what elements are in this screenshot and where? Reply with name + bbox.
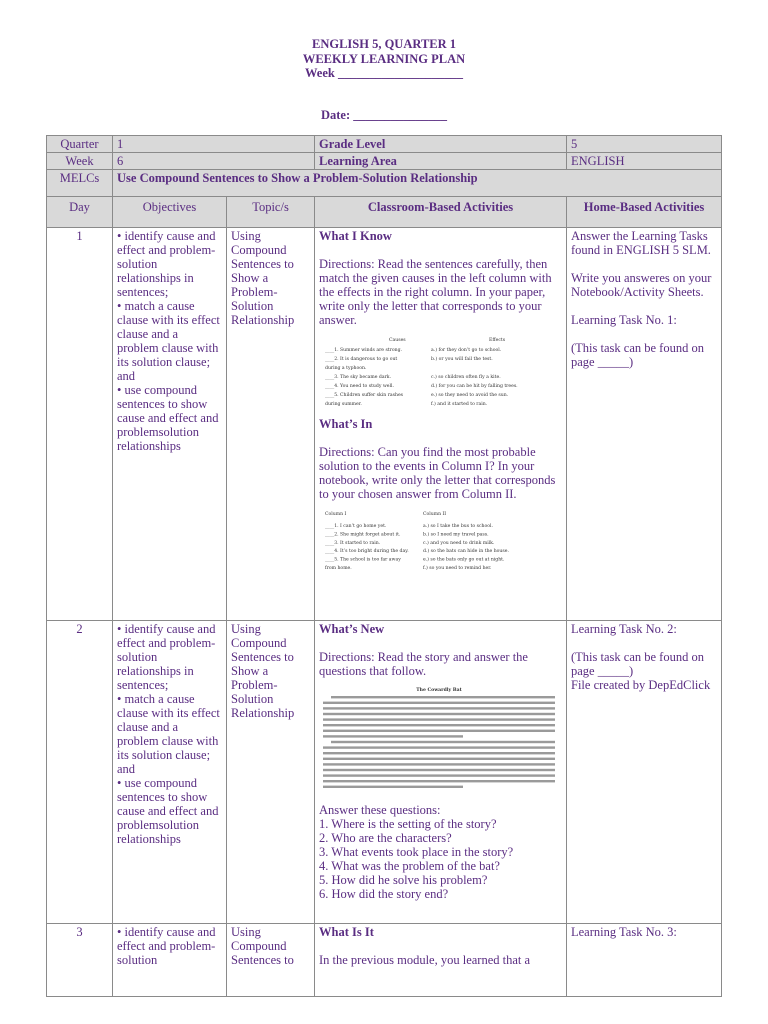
thumb-left-line: ____3. The sky became dark.	[325, 375, 392, 380]
thumb-left-line: ____5. The school is too far away	[325, 557, 401, 563]
thumb-right-line: d.) so the bats can hide in the house.	[423, 549, 509, 555]
home-text: Learning Task No. 3:	[571, 925, 677, 939]
topic-cell: Using Compound Sentences to	[227, 924, 315, 997]
story-text-line	[323, 730, 555, 732]
question-item: 6. How did the story end?	[319, 887, 449, 901]
thumb-right-line: d.) for you can be hit by falling trees.	[431, 384, 518, 389]
objective-item: • match a cause clause with its effect clause and a problem clause with its solution clause; and	[117, 299, 220, 383]
col-topics: Topic/s	[227, 197, 315, 228]
day-number: 2	[47, 621, 113, 924]
section-directions: Directions: Can you find the most probable solution to the events in Column I? In your notebook, write only the letter that corresponds to your chosen answer from Column II.	[319, 445, 556, 501]
header-date: Date: _______________	[320, 108, 448, 122]
story-thumbnail	[319, 684, 559, 794]
weekly-plan-table	[46, 135, 722, 997]
thumb-head-left: Causes	[389, 338, 406, 343]
column-exercise-image	[319, 507, 562, 571]
story-text-line	[323, 724, 555, 726]
question-item: 4. What was the problem of the bat?	[319, 859, 500, 873]
objective-item: • identify cause and effect and problem-solution relationships in sentences;	[117, 622, 216, 692]
section-title: What’s New	[319, 622, 385, 636]
thumb-right-line: c.) and you need to drink milk.	[423, 540, 495, 546]
objective-item: • use compound sentences to show cause and effect and problemsolution relationships	[117, 383, 219, 453]
day-row-1	[47, 228, 722, 621]
matching-exercise-image	[319, 333, 562, 413]
thumb-left-line: ____2. It is dangerous to go out	[325, 357, 398, 362]
thumb-right-line: a.) for they don’t go to school.	[431, 348, 502, 353]
questions-intro: Answer these questions:	[319, 803, 441, 817]
section-directions: Directions: Read the sentences carefully, then match the given causes in the left column with the effects in the right column. In your paper, write only the letter that corresponds to your answer.	[319, 257, 552, 327]
melcs-label: MELCs	[47, 170, 113, 197]
classroom-activities-cell	[315, 621, 567, 924]
learning-area-label: Learning Area	[315, 153, 567, 170]
story-text-line	[323, 735, 463, 737]
week-value: 6	[113, 153, 315, 170]
thumb-left-line: ____4. It’s too bright during the day.	[325, 549, 409, 555]
story-title: The Cowardly Bat	[416, 688, 462, 693]
objective-item: • match a cause clause with its effect clause and a problem clause with its solution clause; and	[117, 692, 220, 776]
melcs-value: Use Compound Sentences to Show a Problem-Solution Relationship	[113, 170, 722, 197]
story-text-line	[331, 696, 555, 698]
column-exercise-thumbnail	[319, 507, 563, 571]
story-text-line	[323, 774, 555, 776]
quarter-label: Quarter	[47, 136, 113, 153]
section-title: What’s In	[319, 417, 373, 431]
story-text-line	[323, 769, 555, 771]
thumb-left-line: during summer.	[325, 402, 362, 407]
story-text-line	[323, 752, 555, 754]
home-text: Answer the Learning Tasks found in ENGLISH 5 SLM.	[571, 229, 711, 257]
header-subtitle: WEEKLY LEARNING PLAN	[302, 52, 466, 66]
objective-item: • identify cause and effect and problem-solution relationships in sentences;	[117, 229, 216, 299]
thumb-right-line: b.) or you will fail the test.	[431, 357, 493, 362]
classroom-activities-cell	[315, 924, 567, 997]
story-text-line	[323, 780, 555, 782]
home-text: (This task can be found on page _____)	[571, 341, 704, 369]
day-row-3	[47, 924, 722, 997]
learning-area-value: ENGLISH	[567, 153, 722, 170]
home-text: Learning Task No. 2:	[571, 622, 677, 636]
question-item: 1. Where is the setting of the story?	[319, 817, 497, 831]
story-text-line	[323, 746, 555, 748]
story-text-line	[323, 702, 555, 704]
home-activities-cell	[567, 924, 722, 997]
quarter-value: 1	[113, 136, 315, 153]
question-item: 3. What events took place in the story?	[319, 845, 514, 859]
story-text-line	[323, 713, 555, 715]
thumb-right-line: c.) so children often fly a kite.	[431, 375, 501, 380]
info-row-quarter	[47, 136, 722, 153]
home-text: Learning Task No. 1:	[571, 313, 677, 327]
thumb-right-line: f.) so you need to remind her.	[423, 566, 492, 571]
section-title: What I Know	[319, 229, 392, 243]
col-day: Day	[47, 197, 113, 228]
thumb-left-line: from home.	[325, 566, 352, 571]
thumb-head-left: Column I	[325, 512, 347, 517]
thumb-right-line: b.) so I need my travel pass.	[423, 532, 489, 538]
week-label: Week	[47, 153, 113, 170]
column-header-row	[47, 197, 722, 228]
story-image	[319, 684, 562, 797]
thumb-head-right: Effects	[489, 338, 506, 343]
question-item: 2. Who are the characters?	[319, 831, 452, 845]
thumb-left-line: ____4. You need to study well.	[325, 384, 394, 389]
thumb-right-line: a.) so I take the bus to school.	[423, 524, 493, 529]
info-row-melcs	[47, 170, 722, 197]
grade-level-value: 5	[567, 136, 722, 153]
day-number: 1	[47, 228, 113, 621]
day-number: 3	[47, 924, 113, 997]
section-title: What Is It	[319, 925, 374, 939]
thumb-left-line: during a typhoon.	[325, 366, 367, 371]
thumb-left-line: ____3. It started to rain.	[325, 540, 381, 546]
objective-item: • use compound sentences to show cause and effect and problemsolution relationships	[117, 776, 219, 846]
topic-cell: Using Compound Sentences to Show a Problem-Solution Relationship	[227, 621, 315, 924]
section-directions: In the previous module, you learned that a	[319, 953, 531, 967]
home-activities-cell	[567, 228, 722, 621]
thumb-head-right: Column II	[423, 512, 447, 517]
thumb-right-line: f.) and it started to rain.	[431, 402, 488, 407]
home-text: Write you answeres on your Notebook/Activity Sheets.	[571, 271, 712, 299]
objectives-cell	[113, 621, 227, 924]
home-text: File created by DepEdClick	[571, 678, 711, 692]
info-row-week	[47, 153, 722, 170]
thumb-left-line: ____1. I can’t go home yet.	[325, 524, 387, 529]
thumb-left-line: ____1. Summer winds are strong.	[325, 348, 402, 353]
grade-level-label: Grade Level	[315, 136, 567, 153]
header-title: ENGLISH 5, QUARTER 1	[311, 37, 457, 51]
thumb-left-line: ____2. She might forget about it.	[325, 532, 401, 538]
thumb-right-line: e.) so the bats only go out at night.	[423, 557, 505, 563]
question-item: 5. How did he solve his problem?	[319, 873, 488, 887]
col-home-activities: Home-Based Activities	[567, 197, 722, 228]
thumb-right-line: e.) so they need to avoid the sun.	[431, 393, 509, 398]
story-text-line	[323, 718, 555, 720]
topic-cell: Using Compound Sentences to Show a Problem-Solution Relationship	[227, 228, 315, 621]
classroom-activities-cell	[315, 228, 567, 621]
objectives-cell	[113, 228, 227, 621]
header-week: Week ____________________	[305, 66, 463, 80]
story-text-line	[323, 707, 555, 709]
story-text-line	[323, 786, 463, 788]
section-directions: Directions: Read the story and answer the questions that follow.	[319, 650, 528, 678]
col-objectives: Objectives	[113, 197, 227, 228]
story-text-line	[323, 758, 555, 760]
story-text-line	[331, 741, 555, 743]
objectives-cell: • identify cause and effect and problem-solution	[113, 924, 227, 997]
day-row-2	[47, 621, 722, 924]
matching-exercise-thumbnail	[319, 333, 563, 413]
story-text-line	[323, 763, 555, 765]
col-classroom-activities: Classroom-Based Activities	[315, 197, 567, 228]
home-text: (This task can be found on page _____)	[571, 650, 704, 678]
thumb-left-line: ____5. Children suffer skin rashes	[325, 393, 404, 398]
home-activities-cell	[567, 621, 722, 924]
